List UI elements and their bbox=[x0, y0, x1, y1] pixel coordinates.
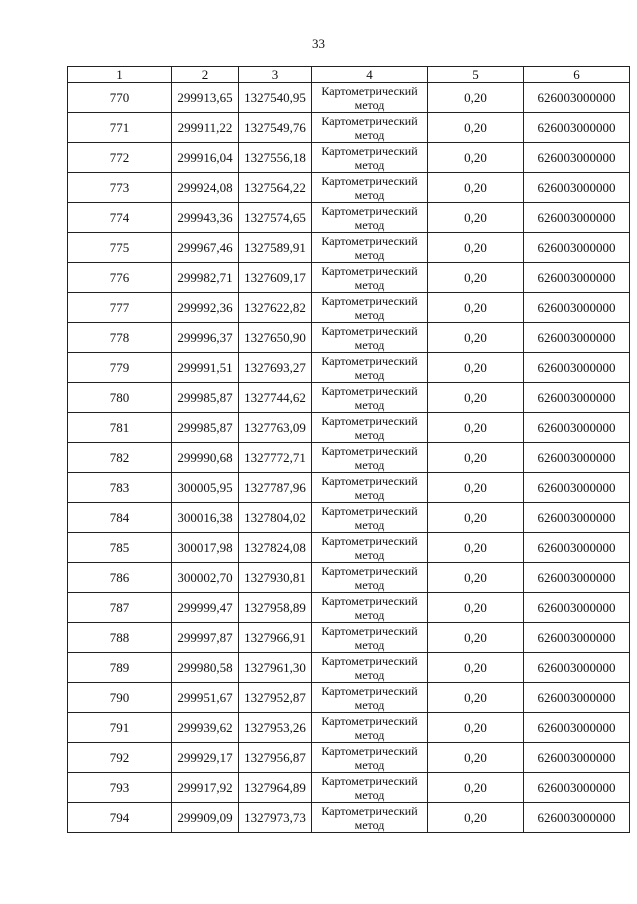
y-coordinate-cell: 1327952,87 bbox=[239, 683, 312, 713]
x-coordinate-cell: 299997,87 bbox=[172, 623, 239, 653]
method-line-2: метод bbox=[354, 187, 385, 202]
x-coordinate-cell: 299999,47 bbox=[172, 593, 239, 623]
method-cell bbox=[312, 773, 428, 803]
method-cell bbox=[312, 743, 428, 773]
code-cell: 626003000000 bbox=[524, 473, 630, 503]
point-number-cell: 780 bbox=[68, 383, 172, 413]
method-line-1: Картометрический bbox=[321, 443, 418, 458]
method-cell bbox=[312, 683, 428, 713]
method-cell bbox=[312, 503, 428, 533]
point-number-cell: 786 bbox=[68, 563, 172, 593]
y-coordinate-cell: 1327609,17 bbox=[239, 263, 312, 293]
y-coordinate-cell: 1327772,71 bbox=[239, 443, 312, 473]
x-coordinate-cell: 299980,58 bbox=[172, 653, 239, 683]
table-row bbox=[68, 323, 630, 353]
table-row bbox=[68, 683, 630, 713]
table-row bbox=[68, 383, 630, 413]
point-number-cell: 772 bbox=[68, 143, 172, 173]
code-cell: 626003000000 bbox=[524, 773, 630, 803]
method-line-1: Картометрический bbox=[321, 143, 418, 158]
method-line-2: метод bbox=[354, 667, 385, 682]
method-line-2: метод bbox=[354, 817, 385, 832]
method-line-2: метод bbox=[354, 727, 385, 742]
accuracy-cell: 0,20 bbox=[428, 203, 524, 233]
method-cell bbox=[312, 713, 428, 743]
x-coordinate-cell: 300005,95 bbox=[172, 473, 239, 503]
method-cell bbox=[312, 293, 428, 323]
method-cell bbox=[312, 593, 428, 623]
method-cell bbox=[312, 173, 428, 203]
y-coordinate-cell: 1327744,62 bbox=[239, 383, 312, 413]
x-coordinate-cell: 299967,46 bbox=[172, 233, 239, 263]
point-number-cell: 792 bbox=[68, 743, 172, 773]
table-row bbox=[68, 563, 630, 593]
accuracy-cell: 0,20 bbox=[428, 173, 524, 203]
accuracy-cell: 0,20 bbox=[428, 683, 524, 713]
table-header-row bbox=[68, 67, 630, 83]
method-line-2: метод bbox=[354, 277, 385, 292]
code-cell: 626003000000 bbox=[524, 233, 630, 263]
method-line-2: метод bbox=[354, 577, 385, 592]
method-line-1: Картометрический bbox=[321, 653, 418, 668]
x-coordinate-cell: 299992,36 bbox=[172, 293, 239, 323]
accuracy-cell: 0,20 bbox=[428, 473, 524, 503]
x-coordinate-cell: 299917,92 bbox=[172, 773, 239, 803]
code-cell: 626003000000 bbox=[524, 383, 630, 413]
x-coordinate-cell: 299985,87 bbox=[172, 413, 239, 443]
accuracy-cell: 0,20 bbox=[428, 593, 524, 623]
method-line-2: метод bbox=[354, 787, 385, 802]
method-cell bbox=[312, 113, 428, 143]
method-line-2: метод bbox=[354, 427, 385, 442]
point-number-cell: 777 bbox=[68, 293, 172, 323]
method-line-1: Картометрический bbox=[321, 473, 418, 488]
method-line-1: Картометрический bbox=[321, 263, 418, 278]
x-coordinate-cell: 299985,87 bbox=[172, 383, 239, 413]
accuracy-cell: 0,20 bbox=[428, 263, 524, 293]
code-cell: 626003000000 bbox=[524, 803, 630, 833]
accuracy-cell: 0,20 bbox=[428, 743, 524, 773]
point-number-cell: 782 bbox=[68, 443, 172, 473]
point-number-cell: 771 bbox=[68, 113, 172, 143]
method-cell bbox=[312, 143, 428, 173]
table-row bbox=[68, 503, 630, 533]
point-number-cell: 785 bbox=[68, 533, 172, 563]
column-header-3: 3 bbox=[239, 67, 312, 83]
x-coordinate-cell: 300016,38 bbox=[172, 503, 239, 533]
y-coordinate-cell: 1327650,90 bbox=[239, 323, 312, 353]
x-coordinate-cell: 299924,08 bbox=[172, 173, 239, 203]
accuracy-cell: 0,20 bbox=[428, 563, 524, 593]
y-coordinate-cell: 1327973,73 bbox=[239, 803, 312, 833]
method-line-1: Картометрический bbox=[321, 503, 418, 518]
column-header-6: 6 bbox=[524, 67, 630, 83]
method-line-2: метод bbox=[354, 337, 385, 352]
method-line-2: метод bbox=[354, 547, 385, 562]
method-line-2: метод bbox=[354, 397, 385, 412]
accuracy-cell: 0,20 bbox=[428, 653, 524, 683]
method-line-1: Картометрический bbox=[321, 713, 418, 728]
accuracy-cell: 0,20 bbox=[428, 443, 524, 473]
table-row bbox=[68, 83, 630, 113]
x-coordinate-cell: 299913,65 bbox=[172, 83, 239, 113]
point-number-cell: 778 bbox=[68, 323, 172, 353]
method-line-2: метод bbox=[354, 487, 385, 502]
method-cell bbox=[312, 803, 428, 833]
method-line-1: Картометрический bbox=[321, 113, 418, 128]
y-coordinate-cell: 1327549,76 bbox=[239, 113, 312, 143]
table-row bbox=[68, 623, 630, 653]
method-cell bbox=[312, 443, 428, 473]
method-cell bbox=[312, 623, 428, 653]
accuracy-cell: 0,20 bbox=[428, 353, 524, 383]
x-coordinate-cell: 300002,70 bbox=[172, 563, 239, 593]
accuracy-cell: 0,20 bbox=[428, 83, 524, 113]
method-cell bbox=[312, 473, 428, 503]
method-line-1: Картометрический bbox=[321, 773, 418, 788]
y-coordinate-cell: 1327763,09 bbox=[239, 413, 312, 443]
method-cell bbox=[312, 323, 428, 353]
method-cell bbox=[312, 203, 428, 233]
point-number-cell: 794 bbox=[68, 803, 172, 833]
accuracy-cell: 0,20 bbox=[428, 773, 524, 803]
column-header-4: 4 bbox=[312, 67, 428, 83]
x-coordinate-cell: 299943,36 bbox=[172, 203, 239, 233]
method-line-2: метод bbox=[354, 517, 385, 532]
y-coordinate-cell: 1327556,18 bbox=[239, 143, 312, 173]
y-coordinate-cell: 1327589,91 bbox=[239, 233, 312, 263]
x-coordinate-cell: 299982,71 bbox=[172, 263, 239, 293]
point-number-cell: 783 bbox=[68, 473, 172, 503]
code-cell: 626003000000 bbox=[524, 593, 630, 623]
point-number-cell: 776 bbox=[68, 263, 172, 293]
table-row bbox=[68, 713, 630, 743]
code-cell: 626003000000 bbox=[524, 173, 630, 203]
method-line-1: Картометрический bbox=[321, 83, 418, 98]
y-coordinate-cell: 1327824,08 bbox=[239, 533, 312, 563]
x-coordinate-cell: 299996,37 bbox=[172, 323, 239, 353]
y-coordinate-cell: 1327930,81 bbox=[239, 563, 312, 593]
method-line-1: Картометрический bbox=[321, 803, 418, 818]
table-row bbox=[68, 593, 630, 623]
table-row bbox=[68, 353, 630, 383]
y-coordinate-cell: 1327966,91 bbox=[239, 623, 312, 653]
y-coordinate-cell: 1327958,89 bbox=[239, 593, 312, 623]
code-cell: 626003000000 bbox=[524, 263, 630, 293]
method-line-2: метод bbox=[354, 637, 385, 652]
point-number-cell: 793 bbox=[68, 773, 172, 803]
point-number-cell: 773 bbox=[68, 173, 172, 203]
code-cell: 626003000000 bbox=[524, 323, 630, 353]
y-coordinate-cell: 1327540,95 bbox=[239, 83, 312, 113]
method-cell bbox=[312, 413, 428, 443]
y-coordinate-cell: 1327622,82 bbox=[239, 293, 312, 323]
method-line-2: метод bbox=[354, 757, 385, 772]
accuracy-cell: 0,20 bbox=[428, 803, 524, 833]
y-coordinate-cell: 1327574,65 bbox=[239, 203, 312, 233]
method-line-2: метод bbox=[354, 607, 385, 622]
method-cell bbox=[312, 563, 428, 593]
column-header-5: 5 bbox=[428, 67, 524, 83]
point-number-cell: 779 bbox=[68, 353, 172, 383]
code-cell: 626003000000 bbox=[524, 83, 630, 113]
code-cell: 626003000000 bbox=[524, 413, 630, 443]
method-cell bbox=[312, 263, 428, 293]
code-cell: 626003000000 bbox=[524, 353, 630, 383]
x-coordinate-cell: 299911,22 bbox=[172, 113, 239, 143]
method-line-1: Картометрический bbox=[321, 623, 418, 638]
method-line-2: метод bbox=[354, 157, 385, 172]
method-line-1: Картометрический bbox=[321, 173, 418, 188]
code-cell: 626003000000 bbox=[524, 203, 630, 233]
code-cell: 626003000000 bbox=[524, 533, 630, 563]
table-row bbox=[68, 263, 630, 293]
method-line-2: метод bbox=[354, 127, 385, 142]
method-line-1: Картометрический bbox=[321, 233, 418, 248]
y-coordinate-cell: 1327564,22 bbox=[239, 173, 312, 203]
x-coordinate-cell: 299909,09 bbox=[172, 803, 239, 833]
x-coordinate-cell: 300017,98 bbox=[172, 533, 239, 563]
point-number-cell: 788 bbox=[68, 623, 172, 653]
accuracy-cell: 0,20 bbox=[428, 233, 524, 263]
table-row bbox=[68, 143, 630, 173]
column-header-2: 2 bbox=[172, 67, 239, 83]
table-row bbox=[68, 653, 630, 683]
method-line-1: Картометрический bbox=[321, 563, 418, 578]
y-coordinate-cell: 1327953,26 bbox=[239, 713, 312, 743]
code-cell: 626003000000 bbox=[524, 743, 630, 773]
table-row bbox=[68, 773, 630, 803]
point-number-cell: 770 bbox=[68, 83, 172, 113]
method-cell bbox=[312, 353, 428, 383]
y-coordinate-cell: 1327787,96 bbox=[239, 473, 312, 503]
table-row bbox=[68, 413, 630, 443]
point-number-cell: 787 bbox=[68, 593, 172, 623]
code-cell: 626003000000 bbox=[524, 683, 630, 713]
method-line-2: метод bbox=[354, 367, 385, 382]
method-line-1: Картометрический bbox=[321, 533, 418, 548]
accuracy-cell: 0,20 bbox=[428, 323, 524, 353]
point-number-cell: 781 bbox=[68, 413, 172, 443]
table-row bbox=[68, 443, 630, 473]
point-number-cell: 775 bbox=[68, 233, 172, 263]
method-cell bbox=[312, 383, 428, 413]
point-number-cell: 784 bbox=[68, 503, 172, 533]
x-coordinate-cell: 299939,62 bbox=[172, 713, 239, 743]
table-row bbox=[68, 113, 630, 143]
accuracy-cell: 0,20 bbox=[428, 623, 524, 653]
table-row bbox=[68, 533, 630, 563]
method-line-1: Картометрический bbox=[321, 203, 418, 218]
code-cell: 626003000000 bbox=[524, 503, 630, 533]
table-row bbox=[68, 203, 630, 233]
y-coordinate-cell: 1327804,02 bbox=[239, 503, 312, 533]
table-row bbox=[68, 803, 630, 833]
code-cell: 626003000000 bbox=[524, 653, 630, 683]
method-line-2: метод bbox=[354, 307, 385, 322]
method-line-1: Картометрический bbox=[321, 683, 418, 698]
point-number-cell: 789 bbox=[68, 653, 172, 683]
x-coordinate-cell: 299916,04 bbox=[172, 143, 239, 173]
table-row bbox=[68, 233, 630, 263]
point-number-cell: 791 bbox=[68, 713, 172, 743]
coordinates-table bbox=[67, 66, 630, 833]
x-coordinate-cell: 299951,67 bbox=[172, 683, 239, 713]
accuracy-cell: 0,20 bbox=[428, 533, 524, 563]
y-coordinate-cell: 1327693,27 bbox=[239, 353, 312, 383]
method-line-1: Картометрический bbox=[321, 413, 418, 428]
accuracy-cell: 0,20 bbox=[428, 143, 524, 173]
method-cell bbox=[312, 653, 428, 683]
page-number: 33 bbox=[312, 36, 325, 51]
column-header-1: 1 bbox=[68, 67, 172, 83]
method-line-1: Картометрический bbox=[321, 593, 418, 608]
y-coordinate-cell: 1327956,87 bbox=[239, 743, 312, 773]
code-cell: 626003000000 bbox=[524, 113, 630, 143]
method-cell bbox=[312, 533, 428, 563]
accuracy-cell: 0,20 bbox=[428, 293, 524, 323]
method-cell bbox=[312, 233, 428, 263]
code-cell: 626003000000 bbox=[524, 713, 630, 743]
x-coordinate-cell: 299929,17 bbox=[172, 743, 239, 773]
accuracy-cell: 0,20 bbox=[428, 503, 524, 533]
x-coordinate-cell: 299990,68 bbox=[172, 443, 239, 473]
method-line-2: метод bbox=[354, 697, 385, 712]
code-cell: 626003000000 bbox=[524, 623, 630, 653]
code-cell: 626003000000 bbox=[524, 293, 630, 323]
table-row bbox=[68, 473, 630, 503]
accuracy-cell: 0,20 bbox=[428, 413, 524, 443]
accuracy-cell: 0,20 bbox=[428, 113, 524, 143]
table-row bbox=[68, 173, 630, 203]
method-line-2: метод bbox=[354, 247, 385, 262]
method-line-1: Картометрический bbox=[321, 383, 418, 398]
method-cell bbox=[312, 83, 428, 113]
y-coordinate-cell: 1327964,89 bbox=[239, 773, 312, 803]
method-line-1: Картометрический bbox=[321, 323, 418, 338]
method-line-1: Картометрический bbox=[321, 743, 418, 758]
accuracy-cell: 0,20 bbox=[428, 383, 524, 413]
y-coordinate-cell: 1327961,30 bbox=[239, 653, 312, 683]
x-coordinate-cell: 299991,51 bbox=[172, 353, 239, 383]
method-line-1: Картометрический bbox=[321, 293, 418, 308]
method-line-2: метод bbox=[354, 217, 385, 232]
point-number-cell: 774 bbox=[68, 203, 172, 233]
accuracy-cell: 0,20 bbox=[428, 713, 524, 743]
method-line-1: Картометрический bbox=[321, 353, 418, 368]
point-number-cell: 790 bbox=[68, 683, 172, 713]
table-row bbox=[68, 743, 630, 773]
method-line-2: метод bbox=[354, 457, 385, 472]
code-cell: 626003000000 bbox=[524, 563, 630, 593]
code-cell: 626003000000 bbox=[524, 143, 630, 173]
code-cell: 626003000000 bbox=[524, 443, 630, 473]
table-row bbox=[68, 293, 630, 323]
table-body bbox=[68, 83, 630, 833]
method-line-2: метод bbox=[354, 97, 385, 112]
